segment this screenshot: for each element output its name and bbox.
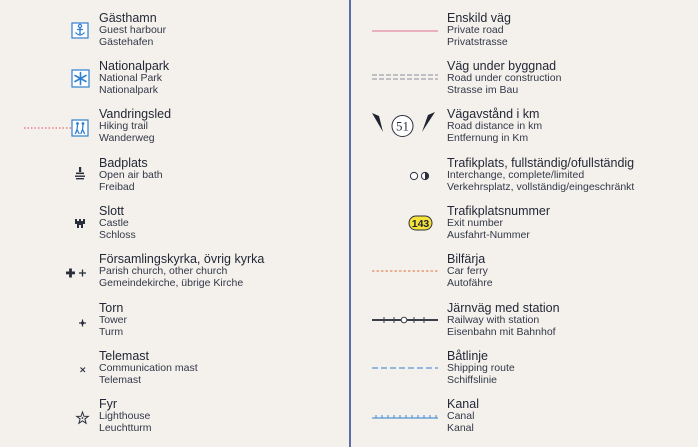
entry-german: Ausfahrt-Nummer	[447, 228, 530, 241]
church-icon	[0, 253, 94, 299]
column-divider	[349, 0, 351, 447]
entry-title: Slott	[99, 204, 125, 218]
entry-german: Autofähre	[447, 276, 493, 289]
hiking-trail-icon	[0, 108, 94, 154]
entry-german: Freibad	[99, 180, 135, 193]
entry-german: Nationalpark	[99, 83, 158, 96]
lighthouse-icon	[0, 398, 94, 444]
entry-english: Tower	[99, 314, 128, 326]
entry-german: Kanal	[447, 421, 474, 434]
entry-english: Open air bath	[99, 169, 163, 181]
entry-title: Kanal	[447, 397, 479, 411]
entry-title: Torn	[99, 301, 124, 315]
exit-number-value: 143	[411, 218, 430, 230]
tower-icon	[0, 302, 94, 348]
entry-german: Verkehrsplatz, vollständig/eingeschränkt	[447, 180, 635, 193]
entry-german: Schloss	[99, 228, 136, 241]
entry-title: Trafikplats, fullständig/ofullständig	[447, 156, 635, 170]
entry-english: Communication mast	[99, 362, 198, 374]
entry-german: Privatstrasse	[447, 35, 508, 48]
entry-german: Telemast	[99, 373, 142, 386]
entry-english: Canal	[447, 410, 475, 422]
entry-english: Hiking trail	[99, 120, 149, 132]
canal-line	[358, 398, 444, 444]
entry-german: Gästehafen	[99, 35, 154, 48]
road-distance-icon	[358, 108, 444, 154]
entry-german: Gemeindekirche, übrige Kirche	[99, 276, 244, 289]
interchange-icon	[358, 157, 444, 203]
entry-english: Road under construction	[447, 72, 562, 84]
entry-title: Järnväg med station	[447, 301, 560, 315]
entry-english: Guest harbour	[99, 24, 167, 36]
entry-title: Trafikplatsnummer	[447, 204, 551, 218]
communication-mast-icon	[0, 350, 94, 396]
entry-german: Schiffslinie	[447, 373, 497, 386]
car-ferry-line	[358, 253, 444, 299]
entry-english: Private road	[447, 24, 504, 36]
entry-english: Road distance in km	[447, 120, 543, 132]
castle-icon	[0, 205, 94, 251]
national-park-icon	[0, 60, 94, 106]
entry-english: Railway with station	[447, 314, 540, 326]
entry-title: Enskild väg	[447, 11, 511, 25]
entry-title: Vandringsled	[99, 107, 172, 121]
bathing-place-icon	[0, 157, 94, 203]
entry-title: Väg under byggnad	[447, 59, 557, 73]
entry-german: Eisenbahn mit Bahnhof	[447, 325, 556, 338]
entry-title: Fyr	[99, 397, 118, 411]
entry-title: Nationalpark	[99, 59, 170, 73]
entry-title: Båtlinje	[447, 349, 488, 363]
entry-german: Turm	[99, 325, 124, 338]
entry-english: National Park	[99, 72, 163, 84]
entry-title: Bilfärja	[447, 252, 486, 266]
road-distance-value: 51	[396, 118, 409, 134]
entry-english: Lighthouse	[99, 410, 151, 422]
anchor-icon	[0, 12, 94, 58]
entry-title: Vägavstånd i km	[447, 107, 540, 121]
entry-english: Shipping route	[447, 362, 515, 374]
entry-german: Entfernung in Km	[447, 131, 529, 144]
entry-title: Gästhamn	[99, 11, 157, 25]
entry-german: Strasse im Bau	[447, 83, 519, 96]
entry-german: Leuchtturm	[99, 421, 152, 434]
entry-english: Interchange, complete/limited	[447, 169, 585, 181]
entry-english: Exit number	[447, 217, 504, 229]
entry-title: Badplats	[99, 156, 148, 170]
private-road-line	[358, 12, 444, 58]
railway-station-line	[358, 302, 444, 348]
entry-english: Parish church, other church	[99, 265, 228, 277]
entry-title: Telemast	[99, 349, 150, 363]
road-construction-line	[358, 60, 444, 106]
entry-title: Församlingskyrka, övrig kyrka	[99, 252, 265, 266]
entry-english: Car ferry	[447, 265, 488, 277]
exit-number-badge	[358, 205, 444, 251]
entry-english: Castle	[99, 217, 129, 229]
entry-german: Wanderweg	[99, 131, 155, 144]
shipping-route-line	[358, 350, 444, 396]
